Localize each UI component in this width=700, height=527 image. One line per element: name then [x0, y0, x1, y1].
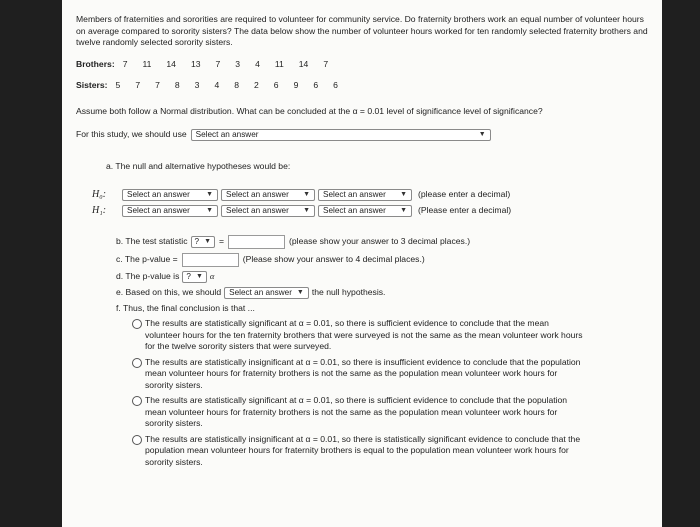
- brothers-value: 14: [298, 58, 309, 69]
- study-type-select[interactable]: [191, 129, 491, 141]
- p-value-comparison-select[interactable]: [182, 271, 207, 283]
- radio-icon[interactable]: [132, 319, 142, 329]
- sisters-row: [76, 80, 650, 92]
- sisters-value: 7: [135, 80, 141, 90]
- sisters-value: 6: [333, 80, 338, 90]
- part-d-label: d. The p-value is: [116, 270, 180, 281]
- chevron-down-icon: ▼: [195, 272, 203, 280]
- select-value: Select an answer: [229, 287, 292, 297]
- h1-value-select[interactable]: [318, 205, 412, 217]
- radio-icon[interactable]: [132, 435, 142, 445]
- sisters-value: 8: [174, 80, 180, 90]
- decision-select[interactable]: [224, 287, 309, 299]
- brothers-value: 14: [166, 58, 176, 69]
- part-b-label: b. The test statistic: [116, 235, 188, 246]
- sisters-value: 4: [214, 80, 220, 90]
- h1-operator-select[interactable]: [221, 205, 315, 217]
- radio-icon[interactable]: [132, 358, 142, 368]
- chevron-down-icon: ▼: [296, 288, 304, 296]
- conclusion-option[interactable]: [132, 318, 650, 353]
- chevron-down-icon: ▼: [400, 190, 407, 198]
- h0-note: (please enter a decimal): [418, 188, 511, 199]
- h0-value-select[interactable]: [318, 189, 412, 201]
- test-statistic-input[interactable]: [228, 235, 285, 249]
- p-value-input[interactable]: [182, 253, 239, 267]
- sisters-value: 6: [273, 80, 279, 90]
- sisters-value: 9: [293, 80, 299, 90]
- option-text: The results are statistically significant at α = 0.01, so there is sufficient evidence to conclude that the mean volunteer hours for the ten fraternity brothers that were surveyed is not the same as the mean volunteer work hours for the twelve sorority sisters that were surveyed.: [145, 318, 583, 351]
- h0-parameter-select[interactable]: [122, 189, 218, 201]
- h1-note: (Please enter a decimal): [418, 204, 512, 215]
- null-hypothesis-row: [92, 189, 650, 201]
- study-type-value: Select an answer: [195, 130, 259, 140]
- brothers-value: 7: [122, 58, 128, 69]
- select-value: ?: [186, 271, 191, 281]
- chevron-down-icon: ▼: [303, 206, 310, 214]
- part-b-row: [116, 235, 650, 249]
- chevron-down-icon: ▼: [206, 190, 213, 198]
- brothers-row: [76, 59, 650, 71]
- part-f-text: f. Thus, the final conclusion is that ...: [116, 302, 255, 313]
- test-statistic-select[interactable]: [191, 236, 216, 248]
- h1-parameter-select[interactable]: [122, 205, 218, 217]
- hypotheses-block: [92, 189, 650, 217]
- chevron-down-icon: ▼: [204, 237, 211, 245]
- brothers-value: 7: [215, 58, 221, 69]
- part-c-label: c. The p-value =: [116, 253, 178, 264]
- sisters-value: 6: [313, 80, 319, 90]
- select-value: Select an answer: [323, 205, 386, 215]
- part-d-row: [116, 271, 650, 283]
- sisters-value: 8: [234, 80, 239, 90]
- part-e-row: [116, 287, 650, 299]
- sisters-value: 3: [194, 80, 200, 90]
- brothers-value: 7: [323, 58, 329, 69]
- question-intro: Members of fraternities and sororities are required to volunteer for community service. Do fraternity brothers work an equal number of volunteer hours on average compared to sorority sisters? The data below show the number of volunteer hours worked for ten randomly selected fraternity brothers and twelve randomly selected sorority sisters.: [76, 14, 648, 47]
- sisters-label: Sisters:: [76, 80, 108, 90]
- brothers-label: Brothers:: [76, 58, 115, 69]
- conclusion-option[interactable]: [132, 434, 650, 469]
- option-text: The results are statistically significant at α = 0.01, so there is sufficient evidence to conclude that the population mean volunteer hours for fraternity brothers is not the same as the population mean volunteer work hours for sorority sisters.: [145, 395, 568, 428]
- equals-sign: =: [219, 235, 225, 246]
- chevron-down-icon: ▼: [400, 206, 407, 214]
- select-value: Select an answer: [323, 189, 386, 199]
- assumption-text: Assume both follow a Normal distribution. What can be concluded at the α = 0.01 level of significance level of significance?: [76, 105, 543, 116]
- part-e-suffix: the null hypothesis.: [311, 286, 386, 297]
- part-c-note: (Please show your answer to 4 decimal places.): [242, 253, 425, 264]
- brothers-value: 11: [142, 58, 152, 69]
- sisters-value: 5: [115, 80, 121, 90]
- conclusion-option[interactable]: [132, 357, 650, 392]
- sisters-value: 7: [155, 80, 160, 90]
- brothers-value: 11: [274, 58, 284, 69]
- part-b-note: (please show your answer to 3 decimal places.): [289, 235, 471, 246]
- chevron-down-icon: ▼: [206, 206, 213, 214]
- select-value: Select an answer: [226, 205, 289, 215]
- part-c-row: [116, 253, 650, 267]
- alternative-hypothesis-row: [92, 205, 650, 217]
- h0-label: H₀:: [92, 188, 107, 200]
- select-value: Select an answer: [127, 189, 190, 199]
- select-value: Select an answer: [226, 189, 289, 199]
- alpha-symbol: α: [209, 270, 215, 281]
- option-text: The results are statistically insignificant at α = 0.01, so there is insufficient evidence to conclude that the population mean volunteer hours for fraternity brothers is not the same as the population mean volunteer work hours for sorority sisters.: [145, 356, 581, 390]
- question-panel: [62, 0, 662, 527]
- part-e-label: e. Based on this, we should: [116, 286, 222, 297]
- chevron-down-icon: ▼: [303, 190, 310, 198]
- brothers-value: 13: [190, 58, 201, 69]
- h1-label: H₁:: [92, 204, 107, 216]
- chevron-down-icon: ▼: [478, 131, 486, 139]
- brothers-value: 4: [255, 58, 260, 69]
- study-row: [76, 129, 650, 141]
- sisters-value: 2: [254, 80, 259, 90]
- brothers-value: 3: [235, 58, 241, 69]
- option-text: The results are statistically insignificant at α = 0.01, so there is statistically significant evidence to conclude that the population mean volunteer hours for fraternity brothers is equal to the population mean volunteer work hours for sorority sisters.: [145, 433, 581, 467]
- conclusion-option[interactable]: [132, 395, 650, 430]
- h0-operator-select[interactable]: [221, 189, 315, 201]
- part-a-text: a. The null and alternative hypotheses would be:: [106, 161, 291, 171]
- study-prefix: For this study, we should use: [76, 129, 187, 140]
- select-value: ?: [194, 236, 200, 246]
- select-value: Select an answer: [127, 205, 190, 215]
- radio-icon[interactable]: [132, 396, 142, 406]
